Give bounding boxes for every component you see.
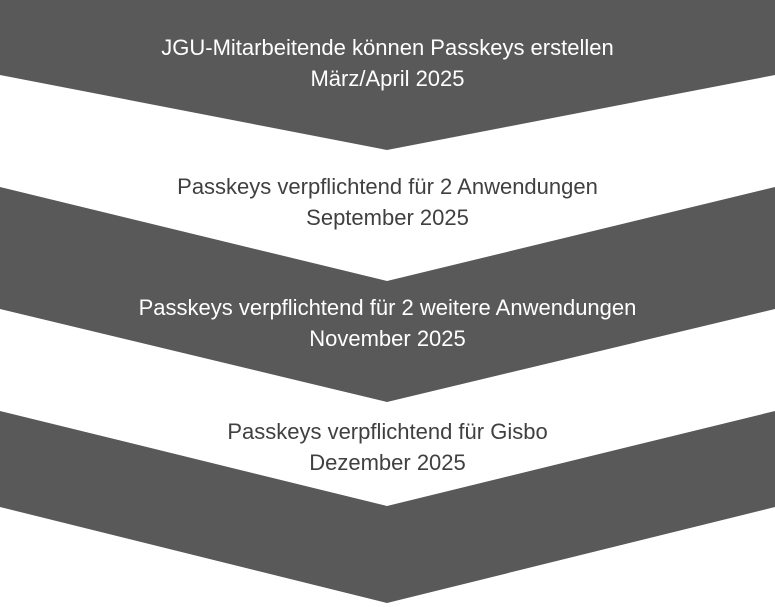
step-3-title: Passkeys verpflichtend für 2 weitere Anwendungen (138, 295, 637, 320)
step-2-title: Passkeys verpflichtend für 2 Anwendungen (177, 174, 598, 199)
step-4 (0, 416, 775, 478)
step-1-date: März/April 2025 (310, 66, 465, 91)
step-1-title: JGU-Mitarbeitende können Passkeys erstellen (161, 35, 614, 60)
step-2-date: September 2025 (306, 205, 469, 230)
step-4-date: Dezember 2025 (309, 450, 466, 475)
step-1 (0, 32, 775, 94)
step-4-title: Passkeys verpflichtend für Gisbo (227, 419, 548, 444)
step-2 (0, 171, 775, 233)
step-3-date: November 2025 (309, 326, 466, 351)
step-3 (0, 292, 775, 354)
